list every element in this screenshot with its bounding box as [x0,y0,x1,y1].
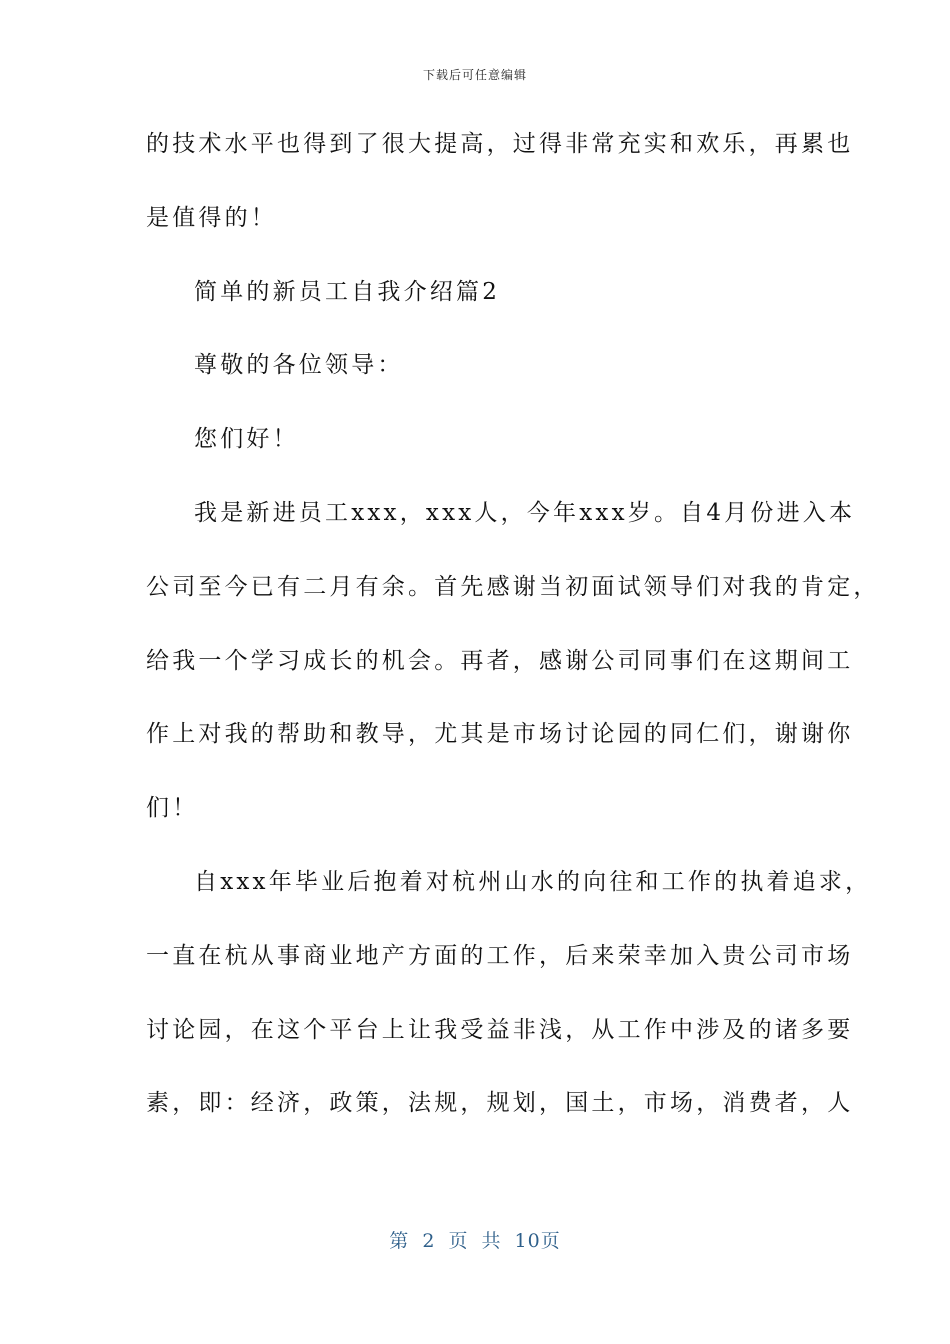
section-title: 简单的新员工自我介绍篇2 [194,278,501,305]
page-number-footer: 第 2 页 共 10页 [389,1230,561,1252]
greeting: 您们好！ [194,426,299,453]
paragraph-line: 是值得的！ [146,204,277,231]
page-header: 下载后可任意编辑 [422,68,527,82]
paragraph-line: 给我一个学习成长的机会。再者，感谢公司同事们在这期间工 [146,647,854,674]
salutation: 尊敬的各位领导： [194,352,404,379]
paragraph-line: 自xxx年毕业后抱着对杭州山水的向往和工作的执着追求， [194,868,872,895]
document-body [146,116,880,1149]
paragraph-line: 讨论园，在这个平台上让我受益非浅，从工作中涉及的诸多要 [146,1016,854,1043]
paragraph-line: 的技术水平也得到了很大提高，过得非常充实和欢乐，再累也 [146,131,854,157]
paragraph-line: 我是新进员工xxx，xxx人，今年xxx岁。自4月份进入本 [194,499,856,526]
paragraph-line: 公司至今已有二月有余。首先感谢当初面试领导们对我的肯定， [146,573,880,600]
paragraph-line: 一直在杭从事商业地产方面的工作，后来荣幸加入贵公司市场 [146,942,854,969]
paragraph-line: 们！ [146,795,199,822]
paragraph-line: 素，即：经济，政策，法规，规划，国土，市场，消费者，人 [146,1090,854,1117]
paragraph-line: 作上对我的帮助和教导，尤其是市场讨论园的同仁们，谢谢你 [146,721,854,748]
